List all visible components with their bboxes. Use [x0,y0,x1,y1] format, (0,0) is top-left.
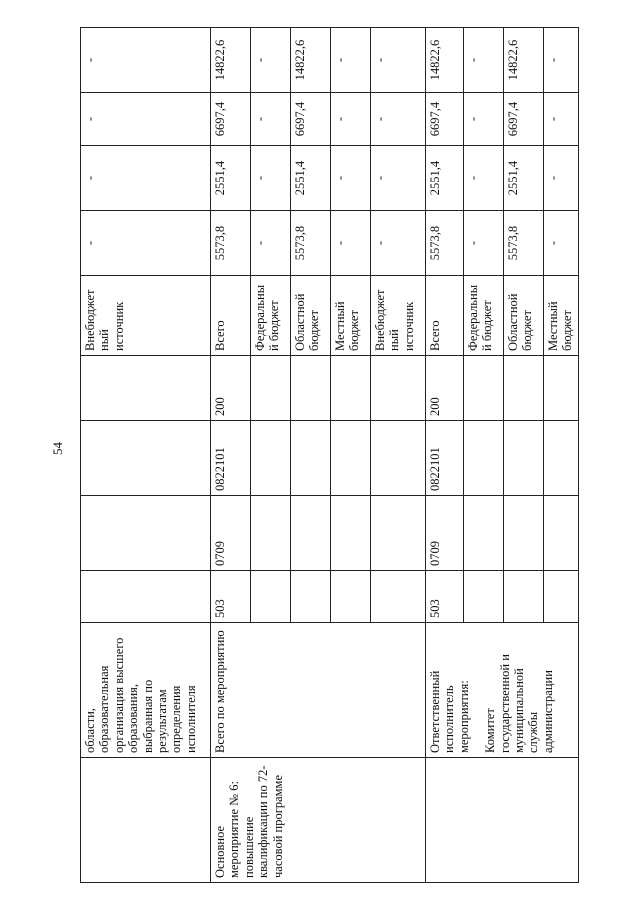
table-cell: 6697,4 [504,93,544,146]
table-cell: 200 [211,356,251,421]
table-cell: - [81,146,211,211]
table-cell: 503 [426,571,464,623]
table-cell [504,421,544,496]
table-cell: Всего [211,276,251,356]
table-cell: - [544,93,579,146]
table-cell: Основное мероприятие № 6: повышение квалификации по 72-часовой программе [211,758,426,883]
table-cell: 6697,4 [426,93,464,146]
table-cell [331,421,371,496]
responsible-label: Ответственный исполнитель мероприятия: [428,670,471,753]
table-cell: 2551,4 [291,146,331,211]
table-cell [504,571,544,623]
table-cell: - [331,146,371,211]
table-cell: - [331,93,371,146]
table-cell [291,356,331,421]
table-cell: - [331,211,371,276]
page-number: 54 [50,442,65,455]
table-cell: - [251,93,291,146]
table-cell [291,496,331,571]
table-cell [331,356,371,421]
table-cell: - [371,146,426,211]
table-cell: Внебюджет ный источник [371,276,426,356]
budget-table [80,27,579,883]
table-cell: области, образовательная организация высшего образования, выбранная по результатам определения исполнителя [81,623,211,758]
table-cell [504,496,544,571]
table-cell: 6697,4 [211,93,251,146]
table-cell: - [371,93,426,146]
table-cell: 14822,6 [504,28,544,93]
table-cell [371,356,426,421]
table-cell [81,421,211,496]
table-cell [291,421,331,496]
table-cell [291,571,331,623]
table-cell: 503 [211,571,251,623]
table-cell: - [464,93,504,146]
table-cell: 6697,4 [291,93,331,146]
table-cell: - [464,146,504,211]
table-cell: 0709 [211,496,251,571]
table-cell: 2551,4 [211,146,251,211]
table-cell: 2551,4 [504,146,544,211]
table-cell [504,356,544,421]
table-cell: 5573,8 [426,211,464,276]
table-cell: 2551,4 [426,146,464,211]
table-cell: 5573,8 [504,211,544,276]
table-cell [81,356,211,421]
table-cell: 14822,6 [426,28,464,93]
table-cell [371,421,426,496]
table-cell [544,421,579,496]
committee-name: Комитет государственной и муниципальной службы администрации [483,654,555,753]
table-cell [251,421,291,496]
table-row [211,28,251,883]
table-cell [331,571,371,623]
table-cell: Всего по мероприятию [211,623,426,758]
table-cell [251,356,291,421]
table-cell: 200 [426,356,464,421]
table-cell: - [331,28,371,93]
table-cell [371,496,426,571]
table-cell [544,356,579,421]
table-cell: - [544,211,579,276]
table-cell: Федеральны й бюджет [251,276,291,356]
table-cell: 0709 [426,496,464,571]
table-cell [81,571,211,623]
table-cell: - [544,146,579,211]
table-cell: Всего [426,276,464,356]
table-cell: Федеральны й бюджет [464,276,504,356]
table-cell: - [81,28,211,93]
table-cell: 14822,6 [211,28,251,93]
table-cell: - [251,211,291,276]
table-cell: Местный бюджет [544,276,579,356]
table-cell: - [371,28,426,93]
table-cell: Внебюджет ный источник [81,276,211,356]
table-cell: - [81,211,211,276]
table-cell: Областной бюджет [291,276,331,356]
table-cell [426,623,579,758]
table-cell: 5573,8 [211,211,251,276]
table-cell: - [81,93,211,146]
table-cell [371,571,426,623]
table-cell [464,571,504,623]
table-cell: - [371,211,426,276]
table-cell: - [464,28,504,93]
table-cell: - [544,28,579,93]
table-cell: - [251,146,291,211]
table-cell [426,758,579,883]
table-cell [81,496,211,571]
table-cell [464,496,504,571]
table-cell [81,758,211,883]
table-cell: Областной бюджет [504,276,544,356]
table-cell: - [464,211,504,276]
table-cell [251,571,291,623]
table-cell [464,356,504,421]
table-row [426,28,464,883]
table-cell: Местный бюджет [331,276,371,356]
table-cell [464,421,504,496]
table-cell: - [251,28,291,93]
table-cell: 0822101 [426,421,464,496]
table-cell [251,496,291,571]
table-cell [544,571,579,623]
table-cell: 0822101 [211,421,251,496]
table-cell: 5573,8 [291,211,331,276]
table-cell: 14822,6 [291,28,331,93]
table-row [81,28,211,883]
table-cell [331,496,371,571]
table-cell [544,496,579,571]
rotated-table-container [80,28,575,883]
